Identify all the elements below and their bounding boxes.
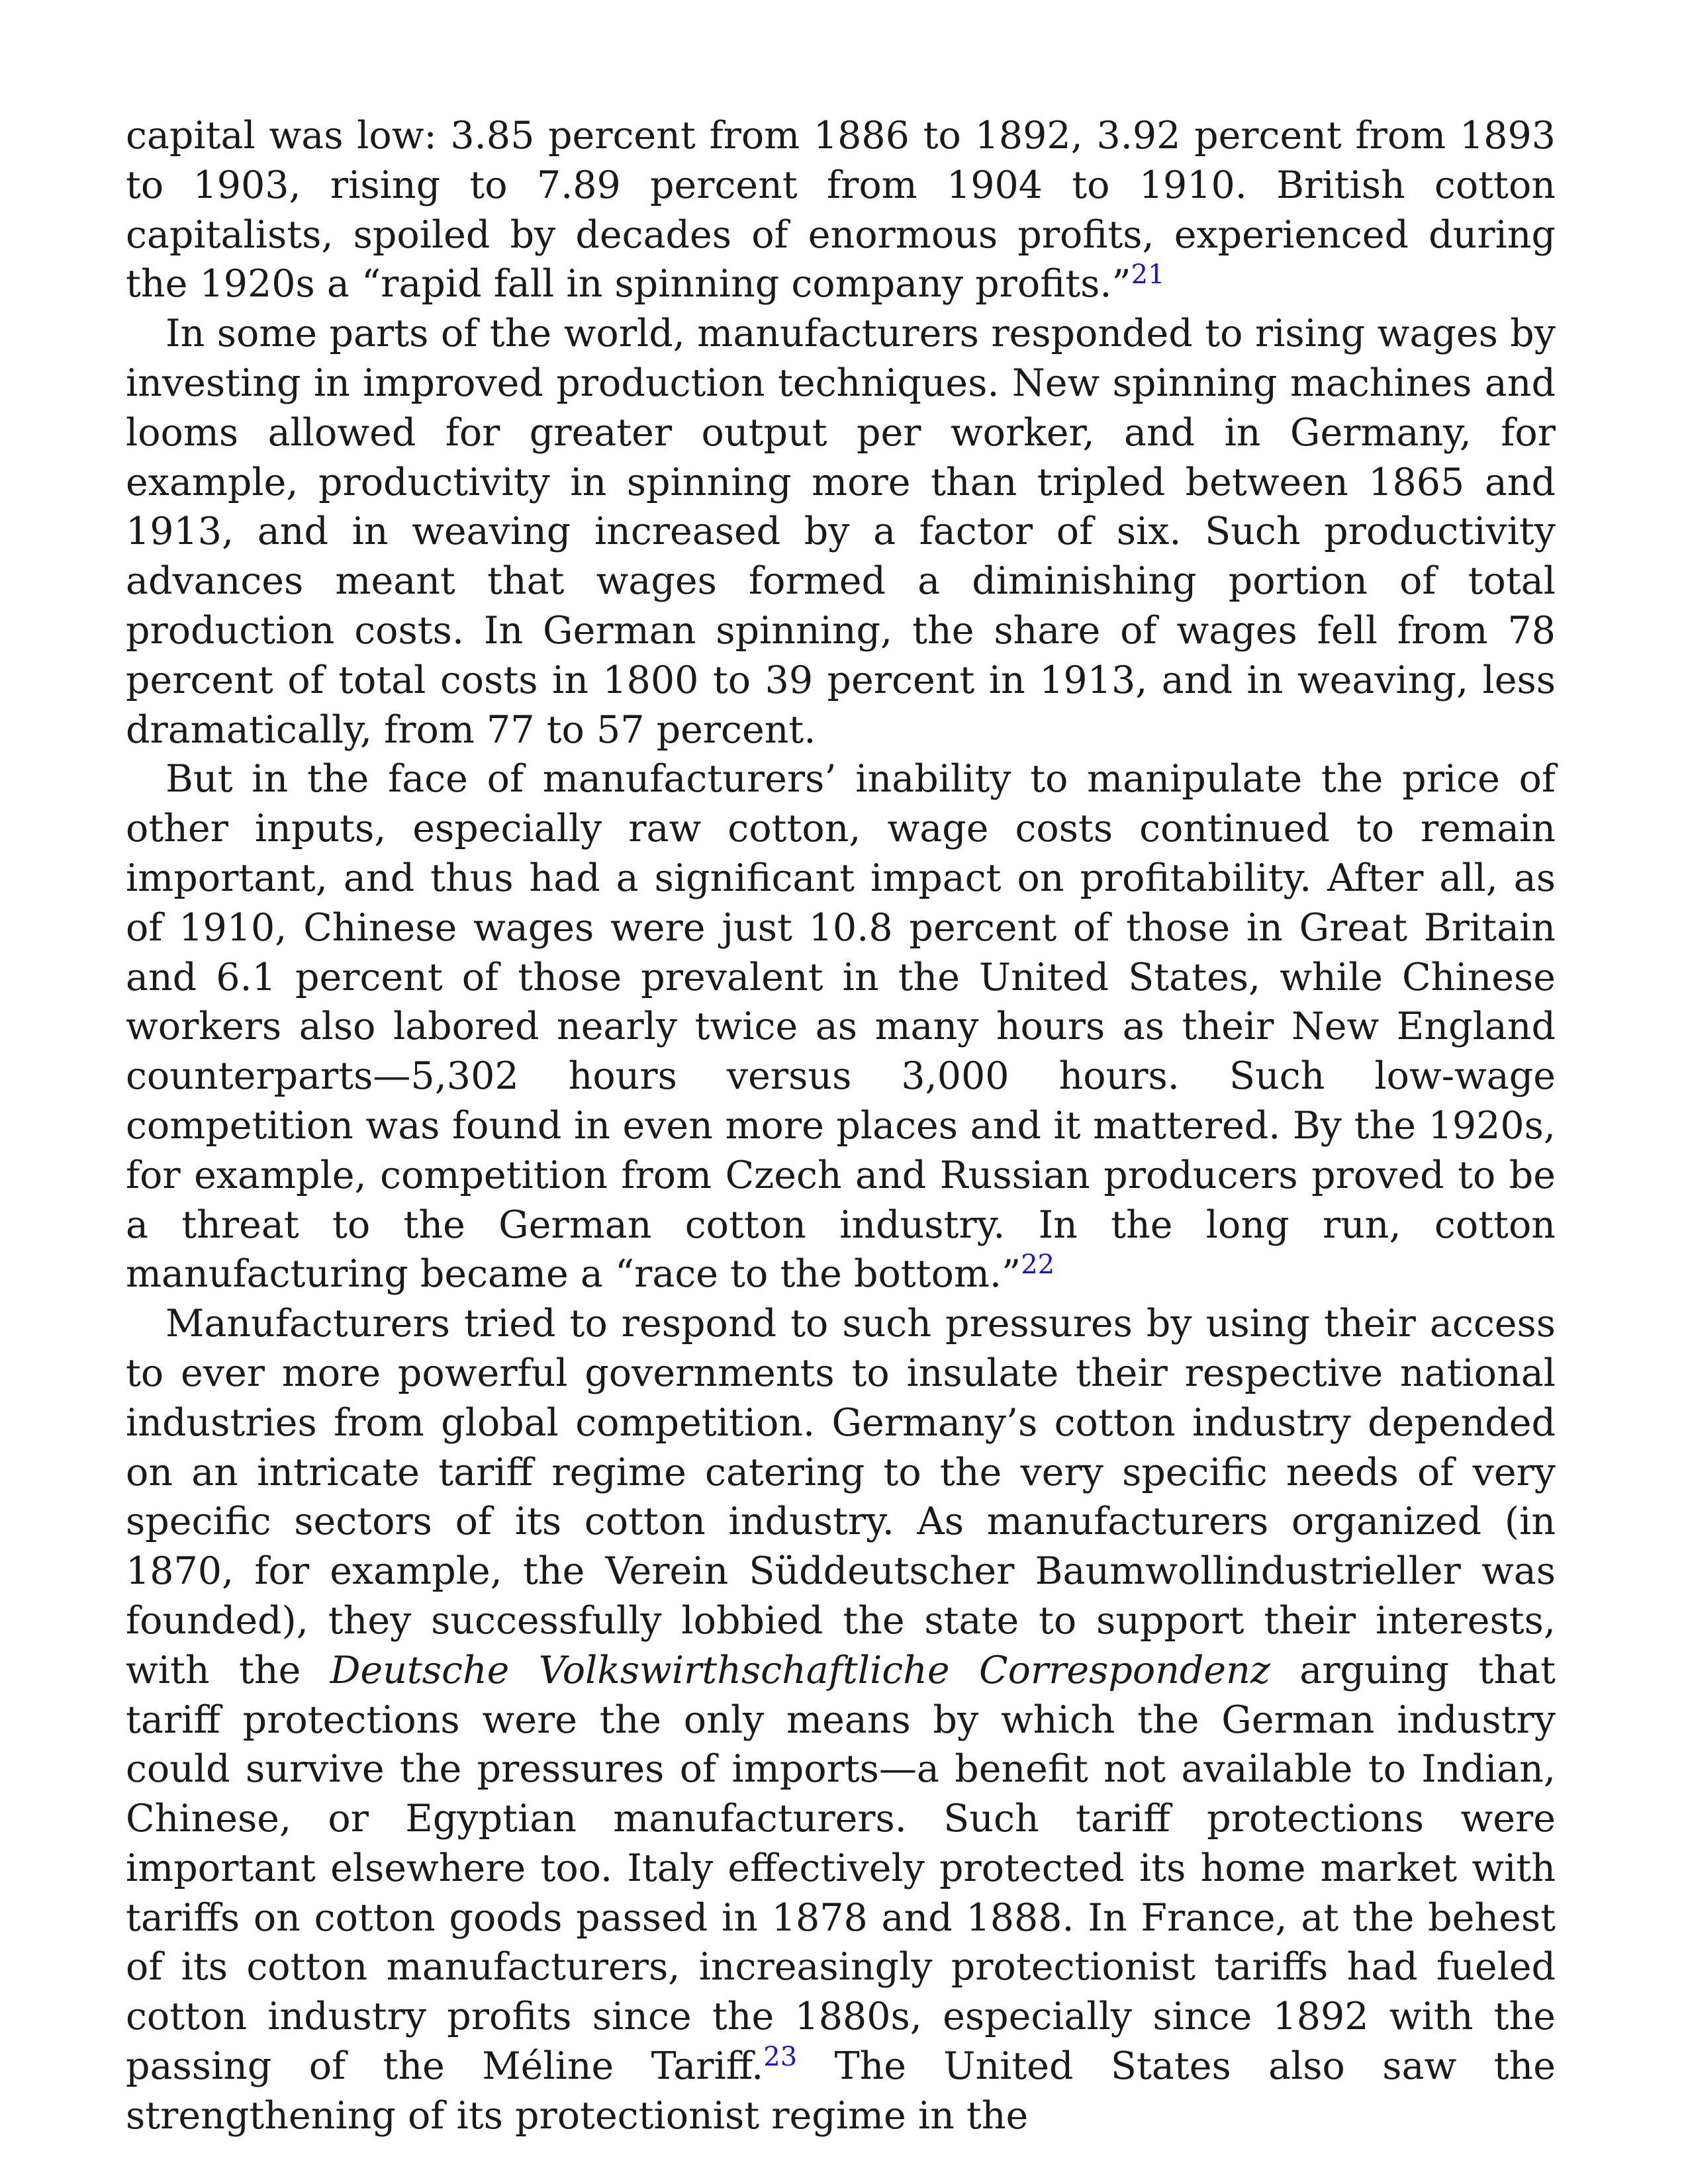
paragraph-1-text: capital was low: 3.85 percent from 1886 to 1892, 3.92 percent from 1893 to 1903, rising to 7.89 percent from 1904 to 1910. British cotton capitalists, spoiled by decades of enormous profits, experienced during the 1920s a “rapid fall in spinning company profits.” [126,114,1556,306]
paragraph-4 [126,1299,1556,2141]
footnote-link-21[interactable]: 21 [1131,259,1165,291]
paragraph-3 [126,754,1556,1299]
paragraph-1 [126,111,1556,309]
footnote-link-23[interactable]: 23 [763,2042,798,2073]
page-body [126,111,1556,2141]
paragraph-4-text-a: Manufacturers tried to respond to such pressures by using their access to ever more powerful governments to insulate their respective national industries from global competition. Germany’s cotton industry depended on an intricate tariff regime catering to the very specific needs of very specific sectors of its cotton industry. As manufacturers organized (in 1870, for example, the Verein Süddeutscher Baumwollindustrieller was founded), they successfully lobbied the state to support their interests, with the [126,1302,1556,1692]
paragraph-4-text-c: The United States also saw the strengthening of its protectionist regime in the [126,2044,1556,2138]
paragraph-3-text: But in the face of manufacturers’ inability to manipulate the price of other inputs, especially raw cotton, wage costs continued to remain important, and thus had a significant impact on profitability. After all, as of 1910, Chinese wages were just 10.8 percent of those in Great Britain and 6.1 percent of those prevalent in the United States, while Chinese workers also labored nearly twice as many hours as their New England counterparts—5,302 hours versus 3,000 hours. Such low-wage competition was found in even more places and it mattered. By the 1920s, for example, competition from Czech and Russian producers proved to be a threat to the German cotton industry. In the long run, cotton manufacturing became a “race to the bottom.” [126,757,1556,1297]
footnote-link-22[interactable]: 22 [1021,1250,1055,1281]
paragraph-2-text: In some parts of the world, manufacturers responded to rising wages by investing in improved production techniques. New spinning machines and looms allowed for greater output per worker, and in Germany, for example, productivity in spinning more than tripled between 1865 and 1913, and in weaving increased by a factor of six. Such productivity advances meant that wages formed a diminishing portion of total production costs. In German spinning, the share of wages fell from 78 percent of total costs in 1800 to 39 percent in 1913, and in weaving, less dramatically, from 77 to 57 percent. [126,312,1556,752]
paragraph-4-text-b: arguing that tariff protections were the only means by which the German industry could survive the pressures of imports—a benefit not available to Indian, Chinese, or Egyptian manufacturers. Such tariff protections were important elsewhere too. Italy effectively protected its home market with tariffs on cotton goods passed in 1878 and 1888. In France, at the behest of its cotton manufacturers, increasingly protectionist tariffs had fueled cotton industry profits since the 1880s, especially since 1892 with the passing of the Méline Tariff. [126,1648,1556,2089]
paragraph-2 [126,309,1556,754]
publication-title: Deutsche Volkswirthschaftliche Correspondenz [330,1648,1270,1692]
